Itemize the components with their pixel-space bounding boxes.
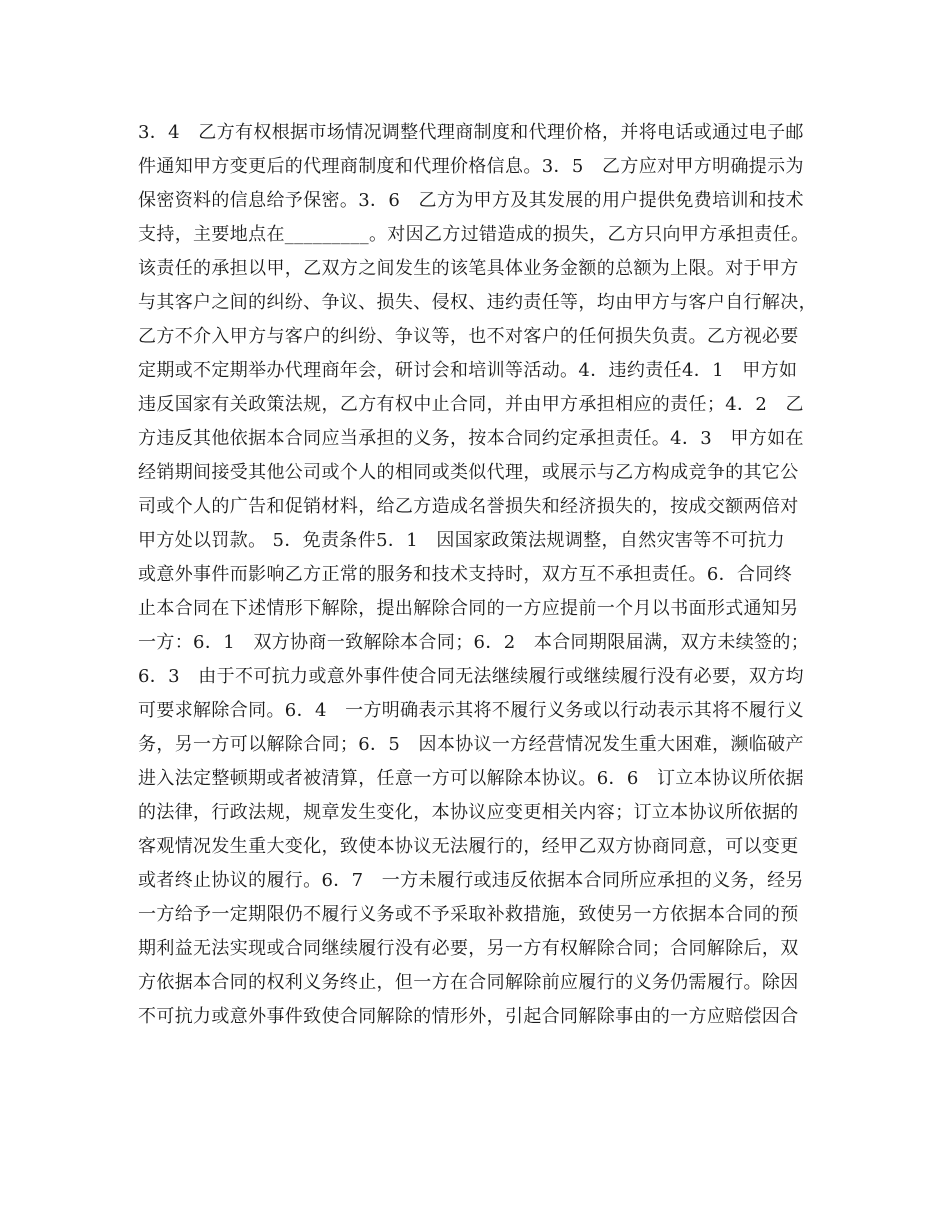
text-line: 定期或不定期举办代理商年会，研讨会和培训等活动。4．违约责任4．1 甲方如 — [138, 360, 798, 381]
text-line: 与其客户之间的纠纷、争议、损失、侵权、违约责任等，均由甲方与客户自行解决， — [138, 292, 817, 313]
text-line: 乙方不介入甲方与客户的纠纷、争议等，也不对客户的任何损失负责。乙方视必要 — [138, 326, 799, 347]
text-line: 可要求解除合同。6．4 一方明确表示其将不履行义务或以行动表示其将不履行义 — [138, 700, 804, 721]
text-line: 的法律，行政法规，规章发生变化，本协议应变更相关内容；订立本协议所依据的 — [138, 802, 799, 823]
text-line: 一方：6．1 双方协商一致解除本合同；6．2 本合同期限届满，双方未续签的； — [138, 632, 810, 653]
text-line: 方违反其他依据本合同应当承担的义务，按本合同约定承担责任。4．3 甲方如在 — [138, 428, 804, 449]
text-line: 方依据本合同的权利义务终止，但一方在合同解除前应履行的义务仍需履行。除因 — [138, 972, 799, 993]
text-line: 或意外事件而影响乙方正常的服务和技术支持时，双方互不承担责任。6．合同终 — [138, 564, 793, 585]
text-line: 不可抗力或意外事件致使合同解除的情形外，引起合同解除事由的一方应赔偿因合 — [138, 1006, 799, 1027]
contract-body-text — [138, 116, 838, 1034]
text-line: 止本合同在下述情形下解除，提出解除合同的一方应提前一个月以书面形式通知另 — [138, 598, 799, 619]
text-line: 经销期间接受其他公司或个人的相同或类似代理，或展示与乙方构成竞争的其它公 — [138, 462, 799, 483]
text-line: 甲方处以罚款。 5．免责条件5．1 因国家政策法规调整，自然灾害等不可抗力 — [138, 530, 786, 551]
text-line: 3．4 乙方有权根据市场情况调整代理商制度和代理价格，并将电话或通过电子邮 — [138, 122, 804, 143]
text-line: 一方给予一定期限仍不履行义务或不予采取补救措施，致使另一方依据本合同的预 — [138, 904, 799, 925]
text-line: 保密资料的信息给予保密。3．6 乙方为甲方及其发展的用户提供免费培训和技术 — [138, 190, 804, 211]
text-line: 支持，主要地点在_________。对因乙方过错造成的损失，乙方只向甲方承担责任。 — [138, 224, 810, 245]
text-line: 件通知甲方变更后的代理商制度和代理价格信息。3．5 乙方应对甲方明确提示为 — [138, 156, 804, 177]
text-line: 进入法定整顿期或者被清算，任意一方可以解除本协议。6．6 订立本协议所依据 — [138, 768, 804, 789]
text-line: 或者终止协议的履行。6．7 一方未履行或违反依据本合同所应承担的义务，经另 — [138, 870, 804, 891]
text-line: 违反国家有关政策法规，乙方有权中止合同，并由甲方承担相应的责任；4．2 乙 — [138, 394, 804, 415]
text-line: 司或个人的广告和促销材料，给乙方造成名誉损失和经济损失的，按成交额两倍对 — [138, 496, 799, 517]
text-line: 该责任的承担以甲，乙双方之间发生的该笔具体业务金额的总额为上限。对于甲方 — [138, 258, 799, 279]
text-line: 客观情况发生重大变化，致使本协议无法履行的，经甲乙双方协商同意，可以变更 — [138, 836, 799, 857]
text-line: 6．3 由于不可抗力或意外事件使合同无法继续履行或继续履行没有必要，双方均 — [138, 666, 804, 687]
text-line: 期利益无法实现或合同继续履行没有必要，另一方有权解除合同；合同解除后，双 — [138, 938, 799, 959]
text-line: 务，另一方可以解除合同；6．5 因本协议一方经营情况发生重大困难，濒临破产 — [138, 734, 804, 755]
